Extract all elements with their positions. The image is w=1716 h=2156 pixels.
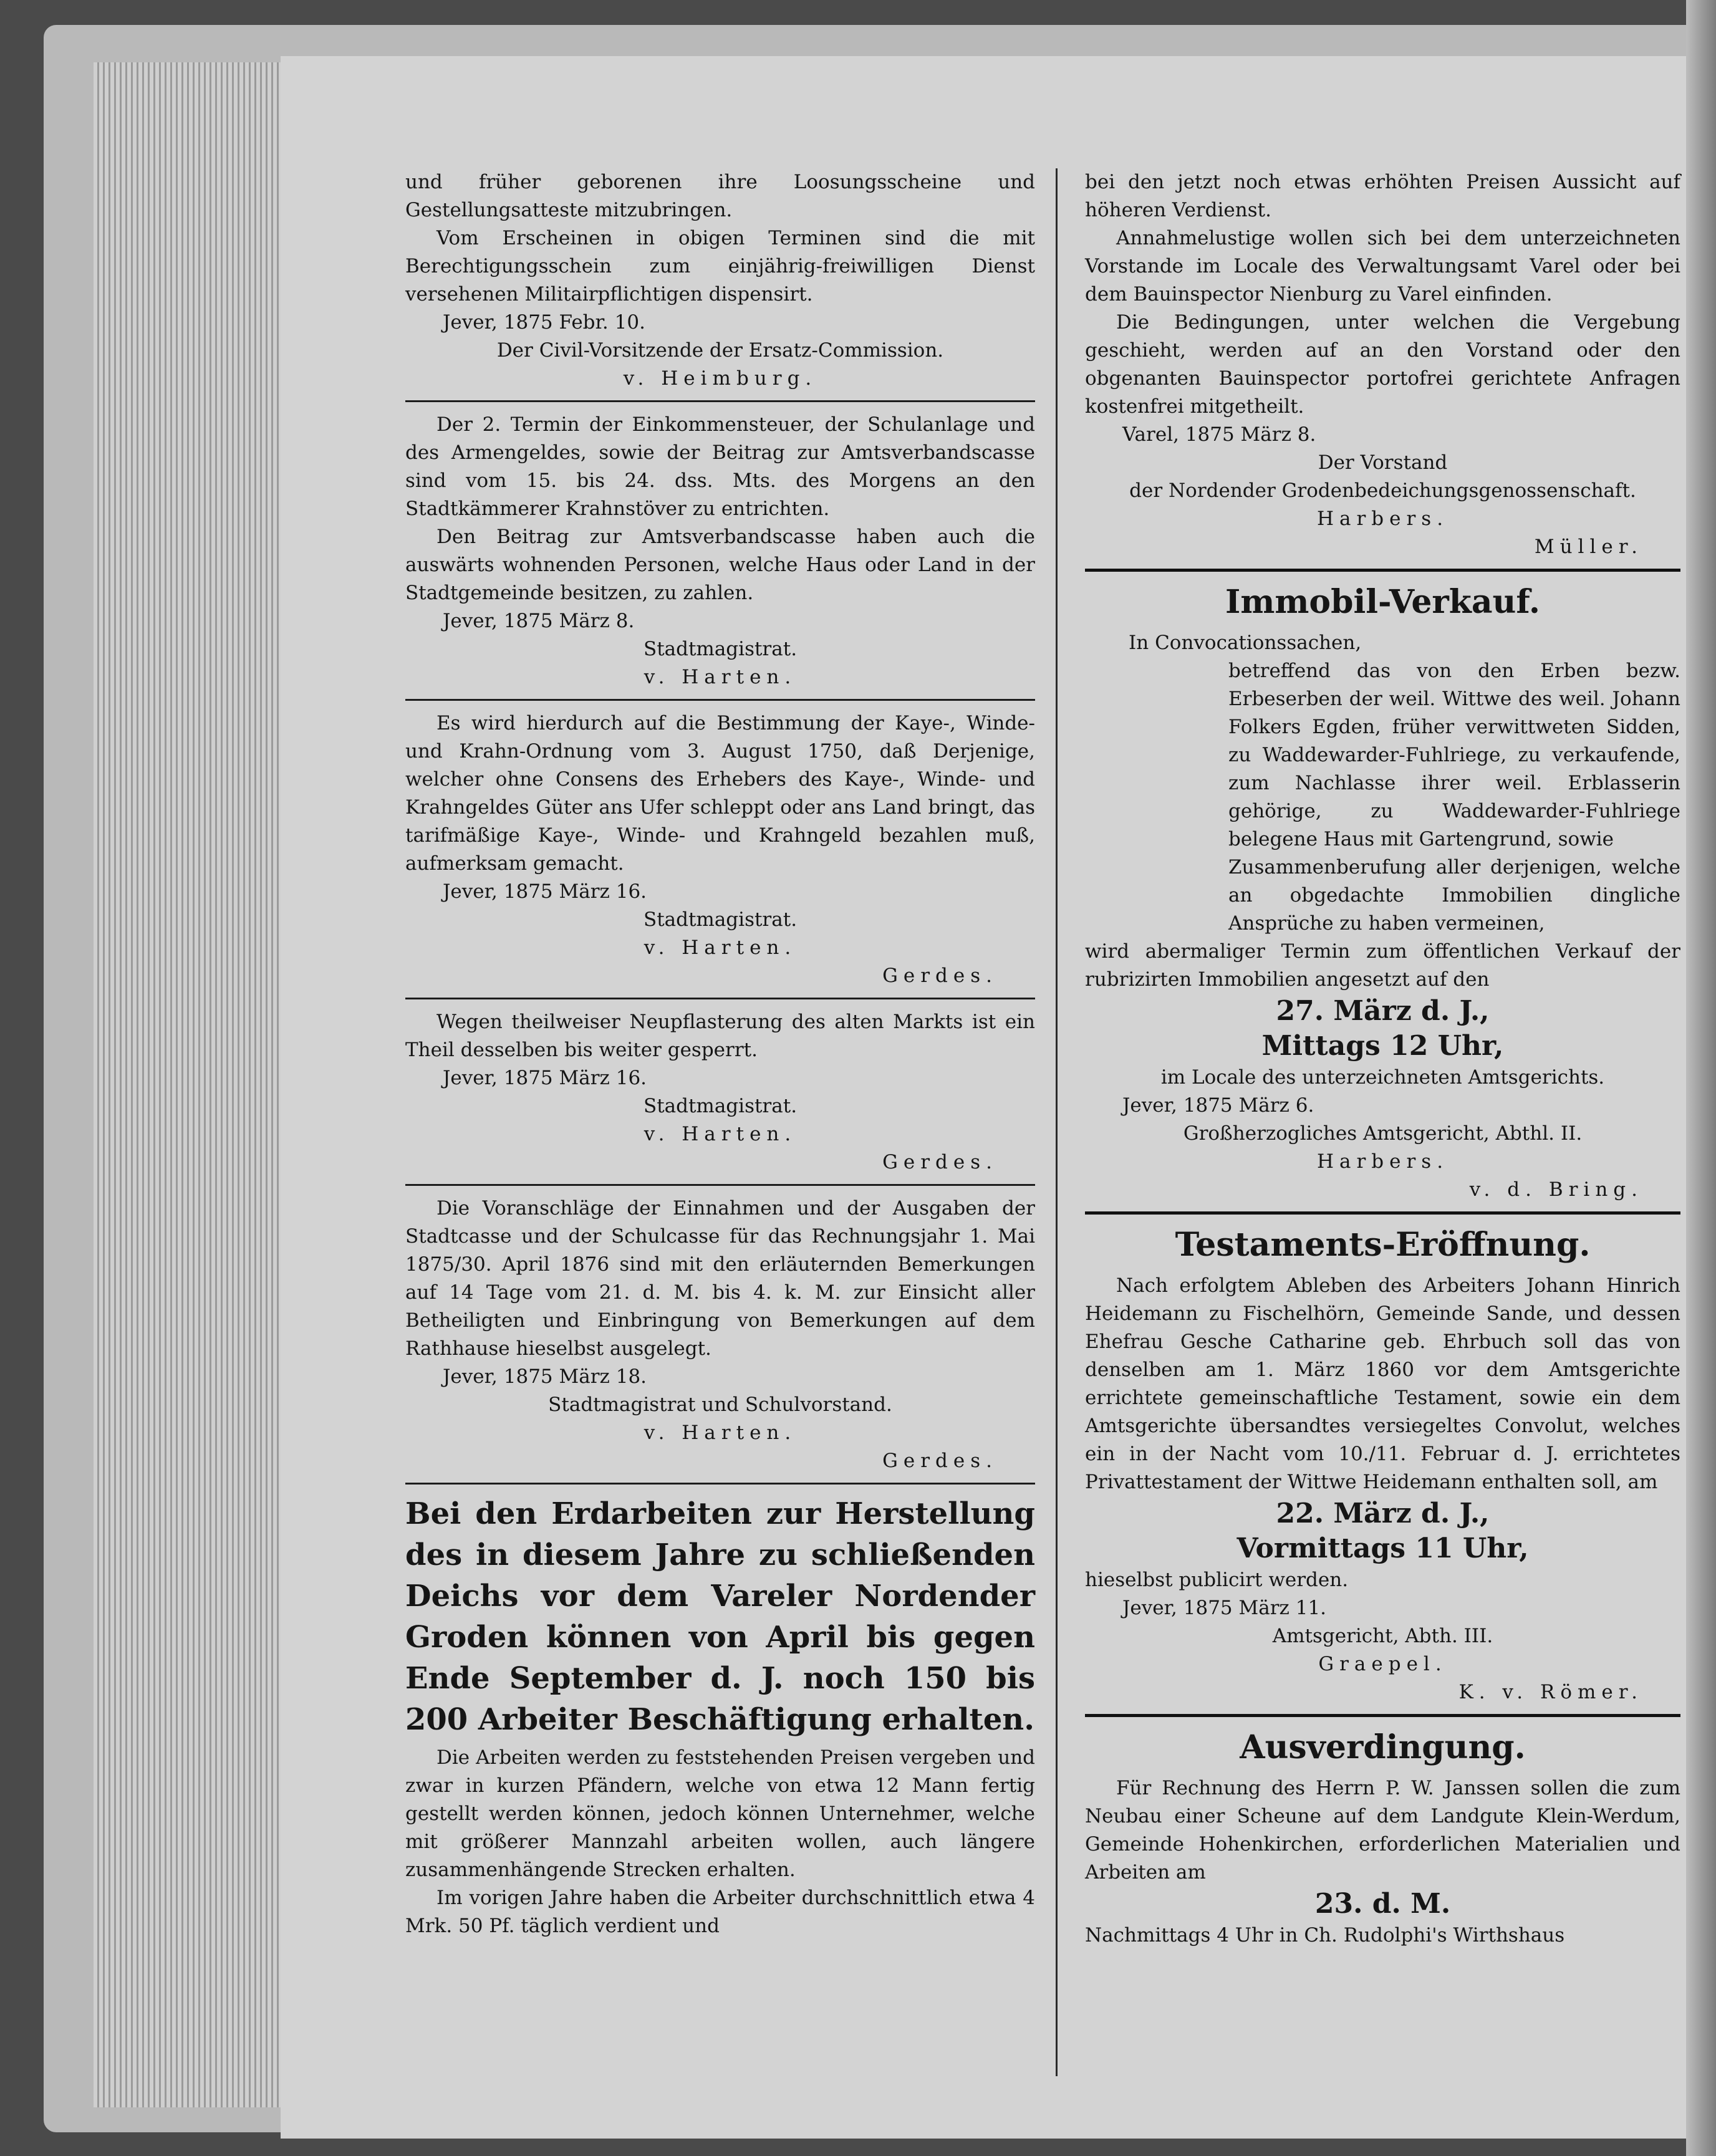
notice-signature: K. v. Römer. xyxy=(1458,1681,1643,1703)
notice-testaments-eroeffnung xyxy=(1085,1223,1680,1706)
notice-date: Jever, 1875 März 11. xyxy=(1122,1597,1327,1619)
notice-ersatz-commission xyxy=(405,168,1035,393)
notice-authority: Stadtmagistrat. xyxy=(643,1095,798,1117)
notice-text: Für Rechnung des Herrn P. W. Janssen sollen die zum Neubau einer Scheune auf dem Landgute Klein-Werdum, Gemeinde Hohenkirchen, erforderlichen Materialien und Arbeiten am xyxy=(1085,1777,1680,1884)
notice-authority: Der Civil-Vorsitzende der Ersatz-Commission. xyxy=(496,339,944,362)
notice-date: Jever, 1875 März 16. xyxy=(443,1067,647,1089)
left-column xyxy=(405,168,1035,1940)
notice-divider xyxy=(1085,1211,1680,1215)
notice-divider xyxy=(405,1483,1035,1485)
notice-erdarbeiten-cont xyxy=(1085,168,1680,561)
notice-divider xyxy=(1085,569,1680,572)
notice-date: Jever, 1875 März 6. xyxy=(1122,1094,1314,1117)
notice-text: Im vorigen Jahre haben die Arbeiter durchschnittlich etwa 4 Mrk. 50 Pf. täglich verdient und xyxy=(405,1887,1035,1937)
notice-date: Jever, 1875 März 16. xyxy=(443,880,647,903)
notice-text: hieselbst publicirt werden. xyxy=(1085,1569,1349,1591)
notice-ausverdingung xyxy=(1085,1726,1680,1950)
notice-signature: v. d. Bring. xyxy=(1469,1178,1643,1201)
notice-heading: Testaments-Eröffnung. xyxy=(1175,1226,1591,1264)
notice-erdarbeiten xyxy=(405,1493,1035,1940)
notice-divider xyxy=(405,998,1035,999)
notice-term-date: 23. d. M. xyxy=(1314,1888,1451,1920)
notice-authority: Stadtmagistrat und Schulvorstand. xyxy=(548,1393,892,1416)
notice-text: In Convocationssachen, xyxy=(1129,632,1362,654)
page-stack xyxy=(94,62,293,2107)
notice-steuer xyxy=(405,411,1035,691)
notice-authority: Amtsgericht, Abth. III. xyxy=(1272,1625,1493,1647)
notice-authority: Stadtmagistrat. xyxy=(643,638,798,660)
notice-signature: v. Harten. xyxy=(644,1123,797,1145)
page-fold xyxy=(1686,0,1716,2156)
notice-divider xyxy=(405,400,1035,402)
notice-text: Die Bedingungen, unter welchen die Vergebung geschieht, werden auf an den Vorstand oder den obgenanten Bauinspector portofrei gerichtete Anfragen kostenfrei mitgetheilt. xyxy=(1085,311,1680,418)
notice-signature: v. Harten. xyxy=(644,666,797,688)
notice-authority: der Nordender Grodenbedeichungsgenossenschaft. xyxy=(1129,479,1636,502)
notice-headline: Bei den Erdarbeiten zur Herstellung des in diesem Jahre zu schließenden Deichs vor dem Vareler Nordender Groden können von April bis gegen Ende September d. J. noch 150 bis 200 Arbeiter Beschäftigung erhalten. xyxy=(405,1496,1035,1737)
notice-krahn-ordnung xyxy=(405,710,1035,990)
notice-divider xyxy=(1085,1714,1680,1717)
notice-authority: Großherzogliches Amtsgericht, Abthl. II. xyxy=(1183,1122,1583,1145)
notice-term-time: Vormittags 11 Uhr, xyxy=(1236,1533,1529,1564)
notice-signature: Harbers. xyxy=(1316,508,1449,530)
notice-text: betreffend das von den Erben bezw. Erbeserben der weil. Wittwe des weil. Johann Folkers Egden, früher verwittweten Sidden, zu Waddewarder-Fuhlriege, zu verkaufende, zum Nachlasse ihrer weil. Erblasserin gehörige, zu Waddewarder-Fuhlriege belegene Haus mit Gartengrund, sowie xyxy=(1228,660,1680,850)
notice-term-date: 27. März d. J., xyxy=(1276,995,1490,1027)
notice-text: Wegen theilweiser Neupflasterung des alten Markts ist ein Theil desselben bis weiter gesperrt. xyxy=(405,1011,1035,1061)
notice-signature: v. Harten. xyxy=(644,1422,797,1444)
notice-text: Zusammenberufung aller derjenigen, welche an obgedachte Immobilien dingliche Ansprüche zu haben vermeinen, xyxy=(1228,856,1680,935)
notice-voranschlaege xyxy=(405,1195,1035,1475)
notice-text: bei den jetzt noch etwas erhöhten Preisen Aussicht auf höheren Verdienst. xyxy=(1085,171,1680,221)
notice-term-time: Mittags 12 Uhr, xyxy=(1261,1030,1504,1062)
notice-signature: Gerdes. xyxy=(882,1450,998,1472)
right-column xyxy=(1085,168,1680,1950)
notice-authority: Der Vorstand xyxy=(1318,451,1448,474)
notice-signature: v. Harten. xyxy=(644,936,797,959)
notice-text: im Locale des unterzeichneten Amtsgerichts. xyxy=(1160,1066,1605,1089)
notice-signature: Gerdes. xyxy=(882,965,998,987)
notice-signature: Müller. xyxy=(1534,536,1643,558)
notice-text: Vom Erscheinen in obigen Terminen sind die mit Berechtigungsschein zum einjährig-freiwilligen Dienst versehenen Militairpflichtigen dispensirt. xyxy=(405,227,1035,306)
notice-text: Der 2. Termin der Einkommensteuer, der Schulanlage und des Armengeldes, sowie der Beitrag zur Amtsverbandscasse sind vom 15. bis 24. dss. Mts. des Morgens an den Stadtkämmerer Krahnstöver zu entrichten. xyxy=(405,413,1035,520)
notice-text: Nach erfolgtem Ableben des Arbeiters Johann Hinrich Heidemann zu Fischelhörn, Gemeinde Sande, und dessen Ehefrau Gesche Catharine geb. Ehrbuch soll das von denselben am 1. März 1860 vor dem Amtsgerichte errichtete gemeinschaftliche Testament, sowie ein dem Amtsgerichte übersandtes versiegeltes Convolut, welches ein in der Nacht vom 10./11. Februar d. J. errichtetes Privattestament der Wittwe Heidemann enthalten soll, am xyxy=(1085,1274,1680,1493)
notice-authority: Stadtmagistrat. xyxy=(643,908,798,931)
notice-date: Jever, 1875 März 8. xyxy=(443,610,635,632)
column-divider xyxy=(1056,168,1058,2076)
notice-immobil-verkauf xyxy=(1085,580,1680,1204)
notice-date: Jever, 1875 Febr. 10. xyxy=(443,311,645,334)
notice-text: Nachmittags 4 Uhr in Ch. Rudolphi's Wirthshaus xyxy=(1085,1924,1565,1947)
notice-text: und früher geborenen ihre Loosungsscheine und Gestellungsatteste mitzubringen. xyxy=(405,171,1035,221)
notice-neupflasterung xyxy=(405,1008,1035,1177)
notice-signature: Graepel. xyxy=(1318,1653,1447,1675)
notice-text: wird abermaliger Termin zum öffentlichen Verkauf der rubrizirten Immobilien angesetzt auf den xyxy=(1085,940,1680,991)
notice-signature: Harbers. xyxy=(1316,1150,1449,1173)
notice-text: Die Arbeiten werden zu feststehenden Preisen vergeben und zwar in kurzen Pfändern, welche von etwa 12 Mann fertig gestellt werden können, jedoch können Unternehmer, welche mit größerer Mannzahl arbeiten wollen, auch längere zusammenhängende Strecken erhalten. xyxy=(405,1746,1035,1881)
notice-divider xyxy=(405,1184,1035,1186)
notice-text: Den Beitrag zur Amtsverbandscasse haben auch die auswärts wohnenden Personen, welche Haus oder Land in der Stadtgemeinde besitzen, zu zahlen. xyxy=(405,526,1035,604)
notice-text: Es wird hierdurch auf die Bestimmung der Kaye-, Winde- und Krahn-Ordnung vom 3. August 1750, daß Derjenige, welcher ohne Consens des Erhebers des Kaye-, Winde- und Krahngeldes Güter ans Ufer schleppt oder ans Land bringt, das tarifmäßige Kaye-, Winde- und Krahngeld bezahlen muß, aufmerksam gemacht. xyxy=(405,712,1035,875)
notice-date: Varel, 1875 März 8. xyxy=(1122,423,1316,446)
notice-divider xyxy=(405,699,1035,701)
notice-term-date: 22. März d. J., xyxy=(1276,1498,1490,1529)
notice-text: Die Voranschläge der Einnahmen und der Ausgaben der Stadtcasse und der Schulcasse für das Rechnungsjahr 1. Mai 1875/30. April 1876 sind mit den erläuternden Bemerkungen auf 14 Tage vom 21. d. M. bis 4. k. M. zur Einsicht aller Betheiligten und Einbringung von Bemerkungen auf dem Rathhause hieselbst ausgelegt. xyxy=(405,1197,1035,1360)
notice-date: Jever, 1875 März 18. xyxy=(443,1365,647,1388)
notice-text: Annahmelustige wollen sich bei dem unterzeichneten Vorstande im Locale des Verwaltungsamt Varel oder bei dem Bauinspector Nienburg zu Varel einfinden. xyxy=(1085,227,1680,306)
notice-heading: Ausverdingung. xyxy=(1240,1728,1526,1766)
notice-heading: Immobil-Verkauf. xyxy=(1225,583,1540,621)
notice-signature: Gerdes. xyxy=(882,1151,998,1173)
notice-signature: v. Heimburg. xyxy=(623,367,817,390)
